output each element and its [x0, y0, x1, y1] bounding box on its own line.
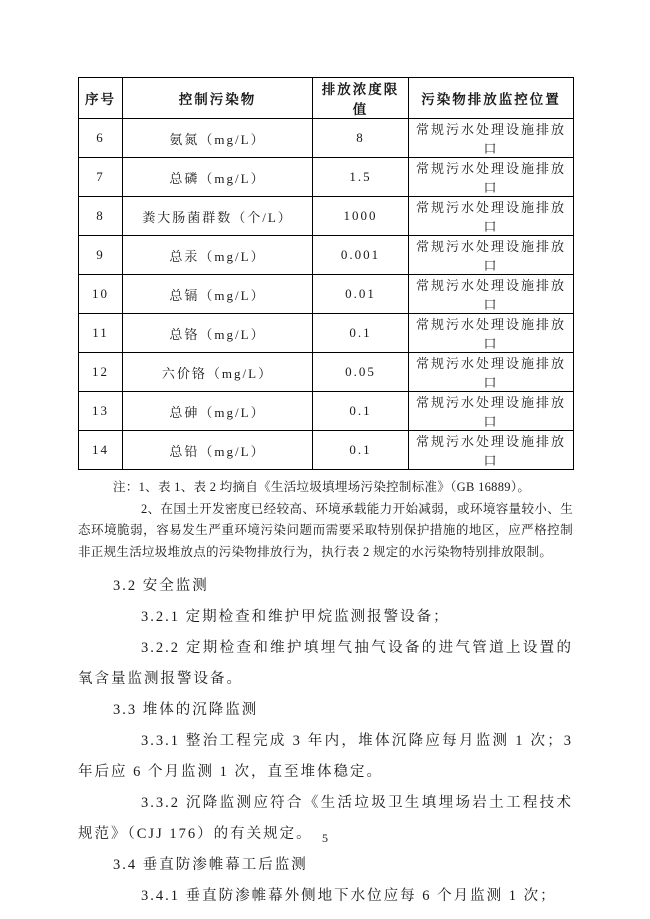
cell-limit: 0.01 — [313, 275, 409, 314]
section-heading-3-2: 3.2 安全监测 — [113, 578, 209, 594]
cell-location: 常规污水处理设施排放口 — [409, 158, 574, 197]
section-heading-3-3: 3.3 堆体的沉降监测 — [113, 702, 259, 718]
table-note-1: 注：1、表 1、表 2 均摘自《生活垃圾填埋场污染控制标准》（GB 16889）。 — [113, 480, 531, 494]
cell-limit: 0.1 — [313, 314, 409, 353]
cell-location: 常规污水处理设施排放口 — [409, 236, 574, 275]
cell-pollutant: 六价铬（mg/L） — [123, 353, 313, 392]
table-row — [79, 431, 574, 470]
cell-location: 常规污水处理设施排放口 — [409, 119, 574, 158]
cell-pollutant: 总镉（mg/L） — [123, 275, 313, 314]
table-notes — [78, 477, 573, 563]
cell-pollutant: 总铅（mg/L） — [123, 431, 313, 470]
header-cell-index: 序号 — [79, 78, 123, 119]
table-row — [79, 236, 574, 275]
cell-location: 常规污水处理设施排放口 — [409, 275, 574, 314]
cell-limit: 0.1 — [313, 392, 409, 431]
cell-limit: 0.001 — [313, 236, 409, 275]
cell-index: 12 — [79, 353, 123, 392]
table-row — [79, 353, 574, 392]
cell-pollutant: 总汞（mg/L） — [123, 236, 313, 275]
cell-location: 常规污水处理设施排放口 — [409, 431, 574, 470]
pollutant-limits-table — [78, 77, 574, 470]
paragraph-3-2-2: 3.2.2 定期检查和维护填埋气抽气设备的进气管道上设置的氧含量监测报警设备。 — [78, 640, 573, 687]
page-content — [78, 77, 573, 912]
cell-location: 常规污水处理设施排放口 — [409, 314, 574, 353]
paragraph-3-3-1: 3.3.1 整治工程完成 3 年内，堆体沉降应每月监测 1 次；3 年后应 6 个月监测 1 次，直至堆体稳定。 — [78, 733, 573, 780]
cell-pollutant: 粪大肠菌群数（个/L） — [123, 197, 313, 236]
cell-pollutant: 总砷（mg/L） — [123, 392, 313, 431]
cell-index: 11 — [79, 314, 123, 353]
cell-index: 13 — [79, 392, 123, 431]
paragraph-3-2-1: 3.2.1 定期检查和维护甲烷监测报警设备； — [141, 609, 450, 625]
cell-pollutant: 总磷（mg/L） — [123, 158, 313, 197]
cell-limit: 1.5 — [313, 158, 409, 197]
header-cell-limit: 排放浓度限值 — [313, 78, 409, 119]
table-note-2: 2、在国土开发密度已经较高、环境承载能力开始减弱，或环境容量较小、生态环境脆弱，容易发生严重环境污染问题而需要采取特别保护措施的地区，应严格控制非正规生活垃圾堆放点的污染物排放行为，执行表 2 规定的水污染物特别排放限制。 — [78, 501, 573, 559]
header-cell-location: 污染物排放监控位置 — [409, 78, 574, 119]
cell-index: 9 — [79, 236, 123, 275]
table-row — [79, 158, 574, 197]
cell-index: 10 — [79, 275, 123, 314]
cell-limit: 8 — [313, 119, 409, 158]
page-number: 5 — [322, 831, 328, 845]
header-cell-pollutant: 控制污染物 — [123, 78, 313, 119]
paragraph-3-4-1: 3.4.1 垂直防渗帷幕外侧地下水位应每 6 个月监测 1 次； — [141, 888, 557, 904]
cell-limit: 0.05 — [313, 353, 409, 392]
table-row — [79, 197, 574, 236]
table-row — [79, 314, 574, 353]
cell-location: 常规污水处理设施排放口 — [409, 197, 574, 236]
cell-location: 常规污水处理设施排放口 — [409, 392, 574, 431]
cell-pollutant: 氨氮（mg/L） — [123, 119, 313, 158]
cell-location: 常规污水处理设施排放口 — [409, 353, 574, 392]
paragraph-3-3-2: 3.3.2 沉降监测应符合《生活垃圾卫生填埋场岩土工程技术规范》（CJJ 176）的有关规定。 — [78, 795, 573, 842]
cell-index: 8 — [79, 197, 123, 236]
table-row — [79, 275, 574, 314]
section-heading-3-4: 3.4 垂直防渗帷幕工后监测 — [113, 857, 308, 873]
cell-index: 6 — [79, 119, 123, 158]
table-header-row — [79, 78, 574, 119]
cell-pollutant: 总铬（mg/L） — [123, 314, 313, 353]
table-row — [79, 119, 574, 158]
table-row — [79, 392, 574, 431]
cell-limit: 1000 — [313, 197, 409, 236]
cell-index: 14 — [79, 431, 123, 470]
cell-index: 7 — [79, 158, 123, 197]
body-sections — [78, 571, 573, 912]
cell-limit: 0.1 — [313, 431, 409, 470]
